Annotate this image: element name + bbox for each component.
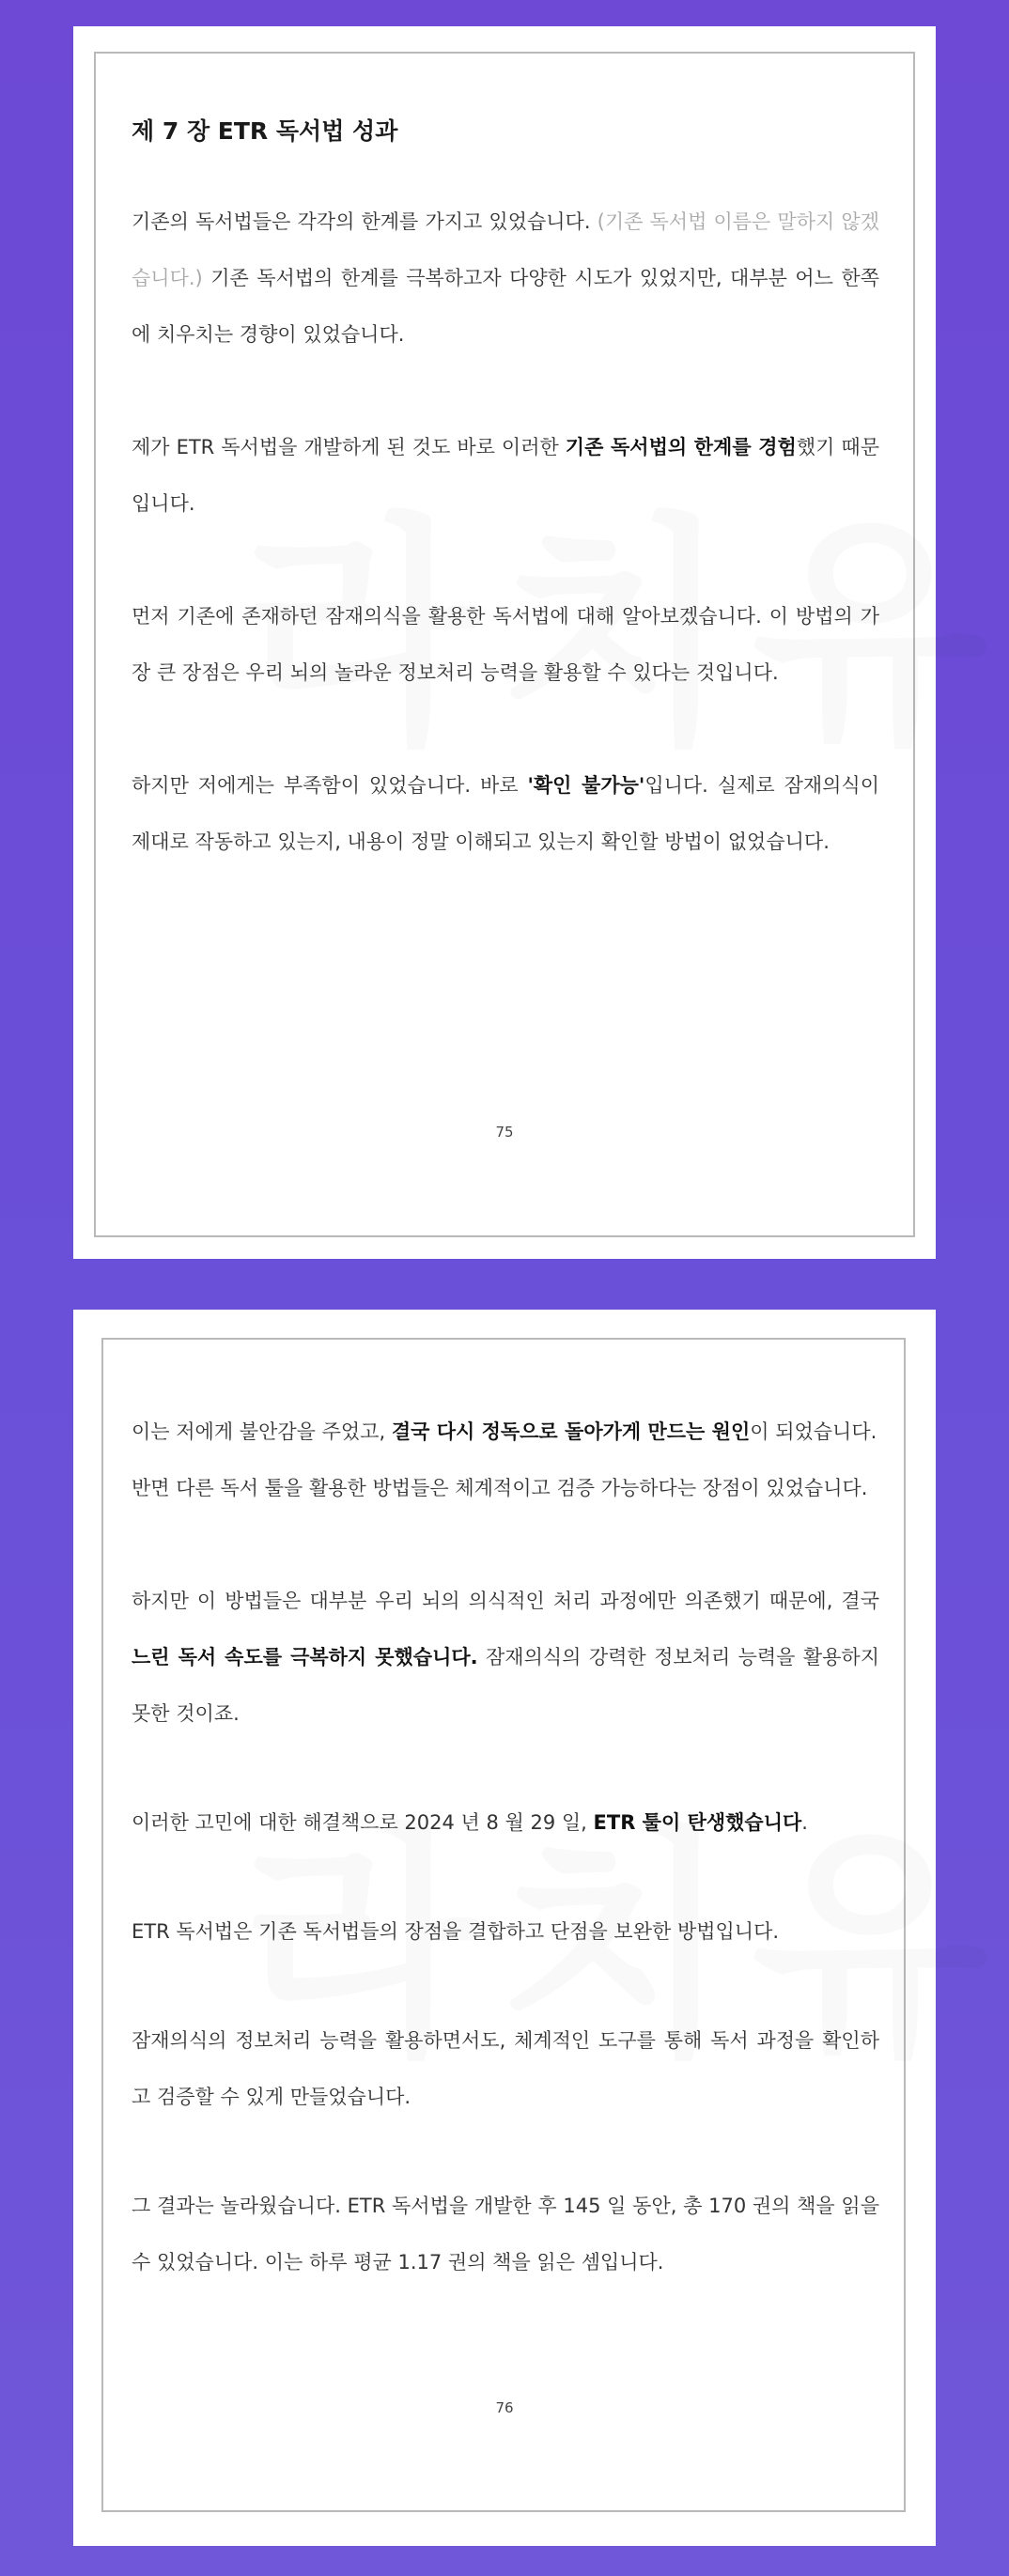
paragraph bbox=[132, 1573, 879, 1742]
paragraph: 먼저 기존에 존재하던 잠재의식을 활용한 독서법에 대해 알아보겠습니다. 이 방법의 가장 큰 장점은 우리 뇌의 놀라운 정보처리 능력을 활용할 수 있다는 것입니다. bbox=[132, 605, 879, 684]
paragraph bbox=[132, 194, 879, 363]
bold-phrase: 결국 다시 정독으로 돌아가게 만드는 원인 bbox=[391, 1420, 751, 1443]
text: 제가 ETR 독서법을 개발하게 된 것도 바로 이러한 bbox=[132, 436, 566, 458]
text: 하지만 저에게는 부족함이 있었습니다. 바로 bbox=[132, 774, 528, 797]
page-number: 75 bbox=[495, 1124, 514, 1141]
page-number: 76 bbox=[495, 2399, 514, 2416]
text: 기존의 독서법들은 각각의 한계를 가지고 있었습니다. bbox=[132, 210, 598, 233]
text: 잠재의식의 강력한 정보처리 능력을 활용하지 못한 것이죠. bbox=[132, 1646, 879, 1725]
paragraph: 잠재의식의 정보처리 능력을 활용하면서도, 체계적인 도구를 통해 독서 과정을 확인하고 검증할 수 있게 만들었습니다. bbox=[132, 2029, 879, 2108]
bold-phrase: ETR 툴이 탄생했습니다 bbox=[593, 1811, 802, 1834]
text: 입니다. 실제로 잠재의식이 제대로 작동하고 있는지, 내용이 정말 이해되고 있는지 확인할 방법이 없었습니다. bbox=[132, 774, 880, 853]
text: 이는 저에게 불안감을 주었고, bbox=[132, 1420, 392, 1443]
bold-phrase: 기존 독서법의 한계를 경험 bbox=[565, 436, 797, 458]
chapter-title: 제 7 장 ETR 독서법 성과 bbox=[132, 117, 398, 145]
text: 했기 때문입니다. bbox=[132, 436, 879, 515]
bold-phrase: '확인 불가능' bbox=[527, 774, 645, 797]
paragraph: 그 결과는 놀라웠습니다. ETR 독서법을 개발한 후 145 일 동안, 총 170 권의 책을 읽을 수 있었습니다. 이는 하루 평균 1.17 권의 책을 읽은 셈입니다. bbox=[132, 2195, 879, 2273]
text: . bbox=[801, 1811, 808, 1834]
text: 이러한 고민에 대한 해결책으로 2024 년 8 월 29 일, bbox=[132, 1811, 594, 1834]
page-content bbox=[132, 113, 879, 870]
paragraph: 반면 다른 독서 툴을 활용한 방법들은 체계적이고 검증 가능하다는 장점이 있었습니다. bbox=[132, 1477, 868, 1499]
paragraph bbox=[132, 757, 879, 870]
paragraph: ETR 독서법은 기존 독서법들의 장점을 결합하고 단점을 보완한 방법입니다. bbox=[132, 1920, 780, 1943]
book-page-76 bbox=[73, 1310, 936, 2546]
bold-phrase: 느린 독서 속도를 극복하지 못했습니다. bbox=[132, 1646, 478, 1668]
text: 이 되었습니다. bbox=[750, 1420, 877, 1443]
text: 하지만 이 방법들은 대부분 우리 뇌의 의식적인 처리 과정에만 의존했기 때문에, 결국 bbox=[132, 1590, 879, 1612]
gray-aside: (기존 독서법 이름은 말하지 않겠습니다.) bbox=[132, 210, 879, 289]
text: 기존 독서법의 한계를 극복하고자 다양한 시도가 있었지만, 대부분 어느 한쪽에 치우치는 경향이 있었습니다. bbox=[132, 267, 879, 346]
paragraph bbox=[132, 1404, 879, 1460]
paragraph bbox=[132, 1794, 879, 1851]
paragraph bbox=[132, 419, 879, 532]
page-content bbox=[132, 1404, 879, 2290]
book-page-75 bbox=[73, 26, 936, 1259]
